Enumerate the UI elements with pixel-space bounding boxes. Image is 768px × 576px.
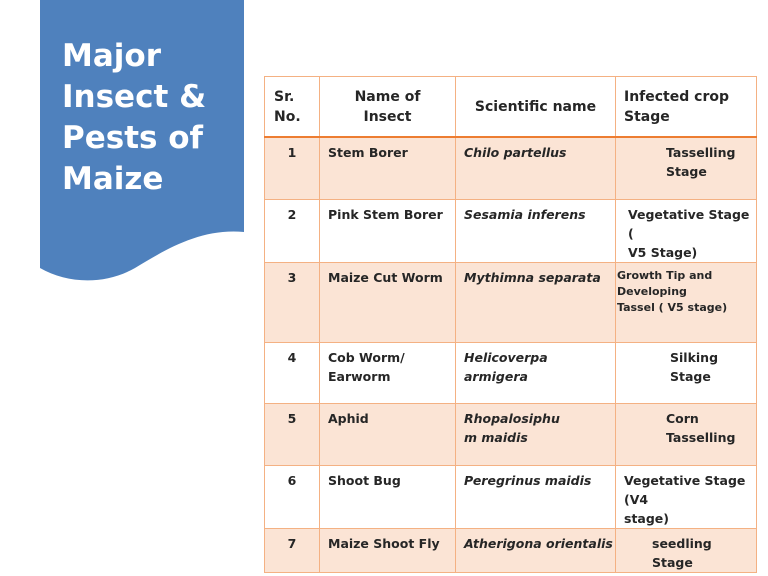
table-row <box>265 342 757 403</box>
sr-no-cell: 5 <box>265 403 320 465</box>
table-row <box>265 199 757 262</box>
table-row <box>265 465 757 528</box>
insect-name-cell: Cob Worm/ Earworm <box>320 342 456 403</box>
crop-stage-cell: Vegetative Stage (V4 stage) <box>616 465 757 528</box>
maize-pest-table <box>264 76 757 573</box>
scientific-name-cell: Sesamia inferens <box>456 199 616 262</box>
title-banner <box>40 0 244 285</box>
title-line: Major <box>62 38 161 74</box>
title-line: Pests of <box>62 120 204 156</box>
crop-stage-cell: Vegetative Stage ( V5 Stage) <box>616 199 757 262</box>
scientific-name-cell: Helicoverpa armigera <box>456 342 616 403</box>
sr-no-cell: 2 <box>265 199 320 262</box>
insect-name-cell: Stem Borer <box>320 137 456 199</box>
sr-no-cell: 7 <box>265 528 320 572</box>
crop-stage-cell: seedling Stage <box>616 528 757 572</box>
header-infected-stage: Infected crop Stage <box>616 77 757 138</box>
scientific-name-cell: Atherigona orientalis <box>456 528 616 572</box>
insect-name-cell: Maize Cut Worm <box>320 262 456 342</box>
slide-title <box>62 36 237 200</box>
title-line: Maize <box>62 161 164 197</box>
insect-name-cell: Pink Stem Borer <box>320 199 456 262</box>
header-insect-name: Name of Insect <box>320 77 456 138</box>
scientific-name-cell: Peregrinus maidis <box>456 465 616 528</box>
scientific-name-cell: Mythimna separata <box>456 262 616 342</box>
crop-stage-cell: Corn Tasselling <box>616 403 757 465</box>
crop-stage-cell: Silking Stage <box>616 342 757 403</box>
header-sr-no: Sr. No. <box>265 77 320 138</box>
insect-name-cell: Shoot Bug <box>320 465 456 528</box>
crop-stage-cell: Tasselling Stage <box>616 137 757 199</box>
scientific-name-cell: Chilo partellus <box>456 137 616 199</box>
table-row <box>265 528 757 572</box>
header-scientific-name: Scientific name <box>456 77 616 138</box>
insect-name-cell: Aphid <box>320 403 456 465</box>
sr-no-cell: 4 <box>265 342 320 403</box>
crop-stage-cell: Growth Tip and Developing Tassel ( V5 stage) <box>616 262 757 342</box>
scientific-name-cell: Rhopalosiphu m maidis <box>456 403 616 465</box>
sr-no-cell: 3 <box>265 262 320 342</box>
sr-no-cell: 1 <box>265 137 320 199</box>
table-header-row <box>265 77 757 138</box>
table-row <box>265 137 757 199</box>
table-row <box>265 403 757 465</box>
title-line: Insect & <box>62 79 207 115</box>
table-row <box>265 262 757 342</box>
sr-no-cell: 6 <box>265 465 320 528</box>
insect-name-cell: Maize Shoot Fly <box>320 528 456 572</box>
